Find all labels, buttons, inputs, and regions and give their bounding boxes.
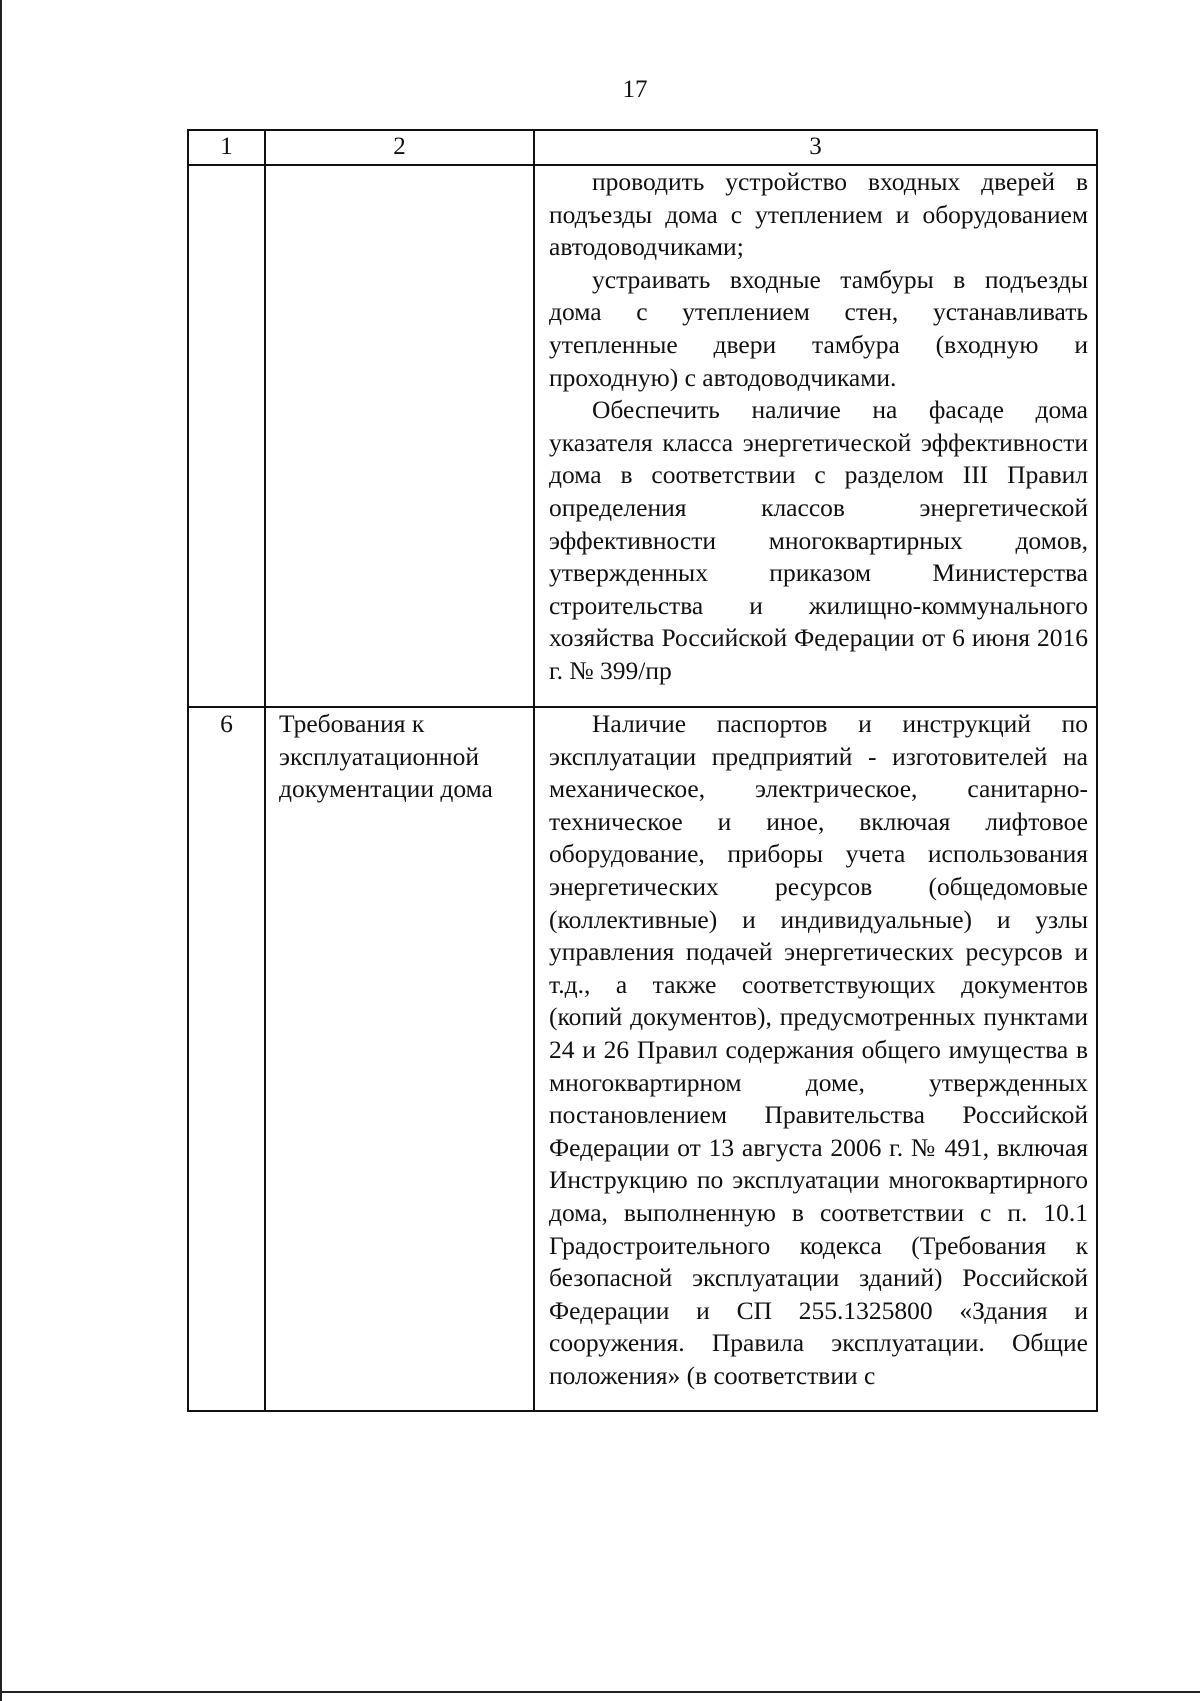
scan-bottom-edge [0,1691,1200,1693]
column-header-2: 2 [265,130,534,165]
content-paragraph: Обеспечить наличие на фасаде дома указателя класса энергетической эффективности дома в соответствии с разделом III Правил определения классов энергетической эффективности многоквартирных домов, утвержденных приказом Министерства строительства и жилищно-коммунального хозяйства Российской Федерации от 6 июня 2016 г. № 399/пр [549,395,1088,685]
table-row [188,165,1097,707]
row-number-cell: 6 [188,707,265,1411]
requirement-label-cell: Требования к эксплуатационной документации дома [265,707,534,1411]
table-row [188,707,1097,1411]
requirement-content-cell [534,165,1097,707]
table-header-row [188,130,1097,165]
requirements-table [187,129,1098,1412]
content-paragraph: проводить устройство входных дверей в подъезды дома с утеплением и оборудованием автодоводчиками; [549,167,1088,262]
content-paragraph: устраивать входные тамбуры в подъезды дома с утеплением стен, устанавливать утепленные двери тамбура (входную и проходную) с автодоводчиками. [549,264,1088,392]
column-header-1: 1 [188,130,265,165]
page-number: 17 [622,76,648,103]
scan-left-edge [0,0,2,1701]
column-header-3: 3 [534,130,1097,165]
requirement-label-cell [265,165,534,707]
requirement-content-cell [534,707,1097,1411]
row-number-cell [188,165,265,707]
content-paragraph: Наличие паспортов и инструкций по эксплуатации предприятий - изготовителей на механическое, электрическое, санитарно-техническое и иное, включая лифтовое оборудование, приборы учета использования энергетических ресурсов (общедомовые (коллективные) и индивидуальные) и узлы управления подачей энергетических ресурсов и т.д., а также соответствующих документов (копий документов), предусмотренных пунктами 24 и 26 Правил содержания общего имущества в многоквартирном доме, утвержденных постановлением Правительства Российской Федерации от 13 августа 2006 г. № 491, включая Инструкцию по эксплуатации многоквартирного дома, выполненную в соответствии с п. 10.1 Градостроительного кодекса (Требования к безопасной эксплуатации зданий) Российской Федерации и СП 255.1325800 «Здания и сооружения. Правила эксплуатации. Общие положения» (в соответствии с [549,709,1088,1390]
